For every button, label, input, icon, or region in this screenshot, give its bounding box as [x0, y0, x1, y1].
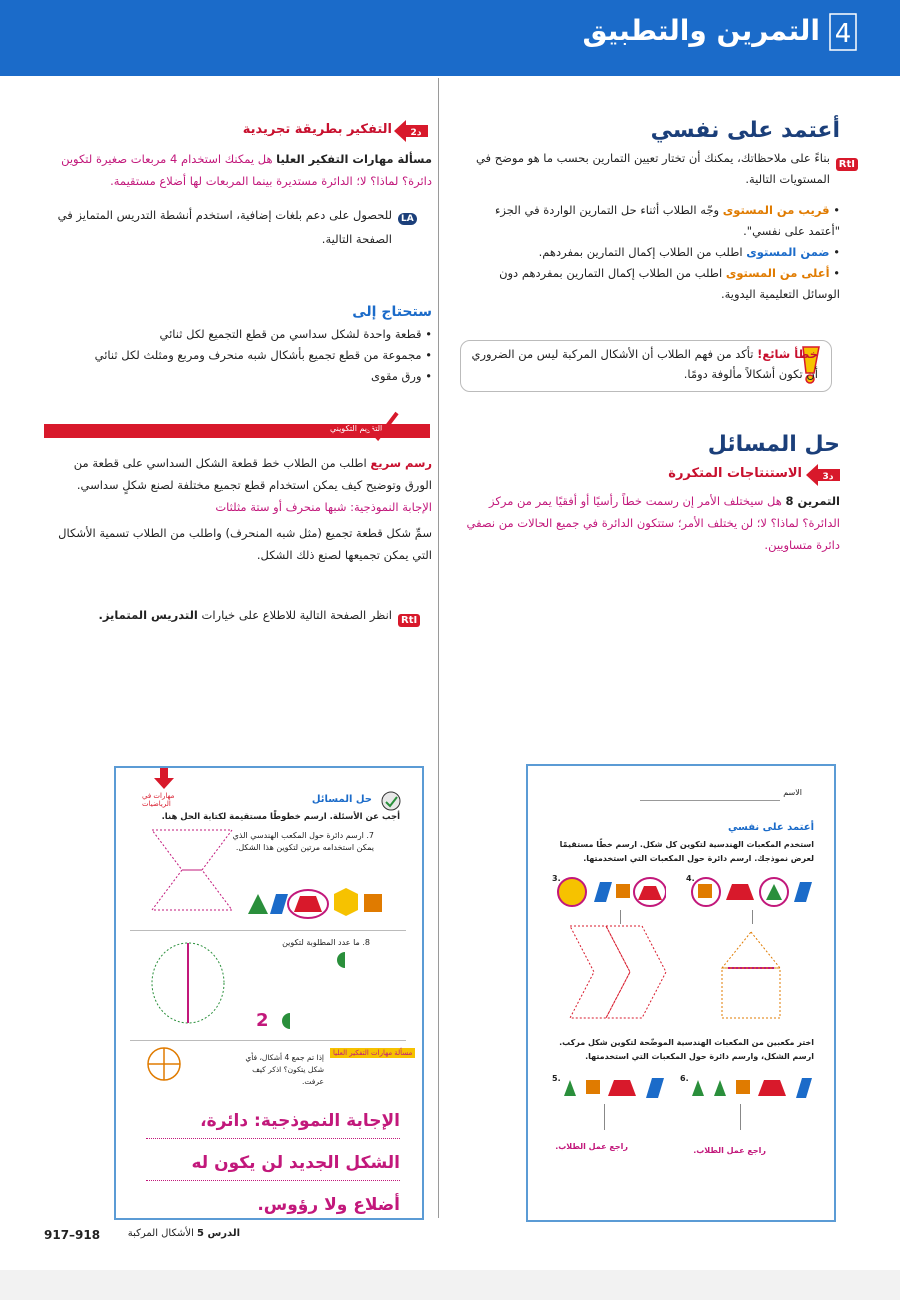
list-item: • قطعة واحدة لشكل سداسي من قطع التجميع لكل ثنائي: [159, 327, 432, 341]
card-instruction: أجب عن الأسئلة. ارسم خطوطًا مستقيمة لكتابة الحل هنا.: [161, 812, 400, 822]
divider: [130, 930, 406, 931]
circle-outline: [148, 940, 228, 1026]
card-self-title: أعتمد على نفسي: [727, 822, 814, 833]
materials-list: [46, 324, 432, 387]
model-answer: الإجابة النموذجية: دائرة، الشكل الجديد لن يكون له أضلاع ولا رؤوس.: [191, 1111, 400, 1215]
footer-lesson: الدرس 5 الأشكال المركبة: [127, 1228, 240, 1239]
la-badge: LA: [398, 206, 417, 225]
arrow-line: [620, 910, 621, 924]
exercise-label: التمرين 8: [785, 494, 840, 508]
card-problems-label: حل المسائل: [311, 794, 372, 805]
abstract-title: التفكير بطريقة تجريدية: [242, 122, 392, 137]
problems-title: حل المسائل: [707, 432, 840, 457]
pattern-blocks-q6: [688, 1074, 818, 1100]
pattern-blocks-q3: [556, 874, 666, 910]
lesson-number: 4: [834, 19, 852, 49]
hourglass-outline: [142, 826, 242, 914]
down-arrow-icon: [152, 768, 176, 790]
checkmark-icon: [366, 410, 400, 442]
pattern-blocks-row: [246, 884, 386, 920]
higher-order-problem: مسألة مهارات التفكير العليا هل يمكنك استخدام 4 مربعات صغيرة لتكوين دائرة؟ لماذا؟ لا؛ الدائرة مستديرة بينما المربعات لها أضلاع مستقيمة.: [61, 152, 432, 188]
formative-label: التقويم التكويني: [330, 424, 383, 433]
quartered-circle: [146, 1046, 182, 1082]
check-work-left: راجع عمل الطلاب.: [555, 1142, 628, 1151]
pattern-blocks-q5: [560, 1074, 670, 1100]
rti-badge: RtI: [398, 608, 420, 627]
hots-tag: مسألة مهارات التفكير العليا: [330, 1048, 415, 1058]
level-list: [470, 200, 840, 305]
exercise-8: [462, 490, 840, 556]
name-label: الاسم: [783, 788, 802, 797]
self-intro: بناءً على ملاحظاتك، يمكنك أن تختار تعيين التمارين بحسب ما هو موضح في المستويات التالية.: [475, 151, 830, 186]
card-instruction-2: اختر مكعبين من المكعبات الهندسية الموضّحة لتكوين شكل مركب. ارسم الشكل، وارسم دائرة حول المكعبات التي استخدمتها.: [559, 1038, 814, 1061]
list-item: • ورق مقوى: [370, 369, 432, 383]
semicircle-icon: [335, 950, 355, 970]
q6-number: 6.: [680, 1074, 689, 1083]
side-tag: مهارات في الرياضيات: [142, 792, 175, 808]
arrow-line: [740, 1104, 741, 1130]
next-page-text: انظر الصفحة التالية للاطلاع على خيارات التدريس المتمايز.: [98, 608, 392, 622]
list-item: • مجموعة من قطع تجميع بأشكال شبه منحرف ومربع ومثلث لكل ثنائي: [94, 348, 432, 362]
pattern-blocks-q4: [688, 874, 818, 910]
level-item-near: • قريب من المستوى وجّه الطلاب أثناء حل التمارين الواردة في الجزء "أعتمد على نفسي".: [494, 203, 840, 238]
question-8: 8. ما عدد المطلوبة لتكوين: [282, 938, 370, 947]
quick-draw: رسم سريع اطلب من الطلاب خط قطعة الشكل السداسي على قطعة من الورق وتوضيح كيف يمكن استخدام قطع تجميع مختلفة لصنع شكلٍ سداسي. الإجابة النموذجية: شبها منحرف أو ستة مثلثات: [73, 456, 432, 514]
rti-badge: RtI: [836, 152, 858, 171]
house-outline: [718, 930, 784, 1020]
check-work-right: راجع عمل الطلاب.: [693, 1146, 766, 1155]
q4-number: 4.: [686, 874, 695, 883]
common-mistake-text: خطأ شائع! تأكد من فهم الطلاب أن الأشكال المركبة ليس من الضروري أن تكون أشكالاً مألوفة دومًا.: [471, 347, 818, 381]
svg-text:2د: 2د: [410, 128, 422, 138]
q5-number: 5.: [552, 1074, 561, 1083]
self-reliance-title: أعتمد على نفسي: [650, 118, 840, 143]
arrow-line: [752, 910, 753, 924]
answer-2: 2: [256, 1010, 269, 1031]
question-7: 7. ارسم دائرة حول المكعب الهندسي الذي يمكن استخدامه مرتين لتكوين هذا الشكل.: [232, 831, 374, 852]
arrow-badge-icon: [394, 120, 428, 142]
exercise-text: هل سيختلف الأمر إن رسمت خطاً رأسيًا أو أفقيًا يمر من مركز الدائرة؟ لماذا؟ لا؛ لن يختلف الأمر؛ ستتكون الدائرة في جميع الحالات من نصفي دائرة متساويين.: [466, 494, 840, 552]
q3-number: 3.: [552, 874, 561, 883]
inference-title: الاستنتاجات المتكررة: [668, 466, 802, 481]
column-divider: [438, 78, 439, 1218]
card-instruction: استخدم المكعبات الهندسية لتكوين كل شكل. ارسم خطًا مستقيمًا لعرض نموذجك. ارسم دائرة حول المكعبات التي استخدمتها.: [559, 840, 814, 863]
name-line: [640, 800, 780, 801]
hexagon-outline: [566, 924, 670, 1020]
svg-text:3د: 3د: [822, 472, 834, 482]
lesson-number-icon: [828, 10, 858, 54]
hots-question: إذا تم جمع 4 أشكال، فأي شكل يتكون؟ اذكر كيف عرفت.: [245, 1053, 324, 1086]
name-shape-text: سمِّ شكل قطعة تجميع (مثل شبه المنحرف) واطلب من الطلاب تسمية الأشكال التي يمكن تجميعها لصنع ذلك الشكل.: [58, 526, 432, 562]
arrow-badge-icon: [806, 464, 840, 486]
semicircle-icon: [280, 1012, 292, 1030]
la-text: للحصول على دعم بلغات إضافية، استخدم أنشطة التدريس المتمايز في الصفحة التالية.: [57, 208, 392, 246]
level-item-above: • أعلى من المستوى اطلب من الطلاب إكمال التمارين بمفردهم دون الوسائل التعليمية اليدوية.: [499, 266, 840, 301]
problem-solving-icon: [378, 790, 404, 812]
page-title: التمرين والتطبيق: [582, 14, 820, 47]
page-range: 917–918: [44, 1228, 101, 1242]
bottom-band: [0, 1270, 900, 1300]
materials-title: ستحتاج إلى: [352, 304, 432, 320]
divider: [130, 1040, 406, 1041]
level-item-on: • ضمن المستوى اطلب من الطلاب إكمال التمارين بمفردهم.: [538, 245, 840, 259]
arrow-line: [604, 1104, 605, 1130]
